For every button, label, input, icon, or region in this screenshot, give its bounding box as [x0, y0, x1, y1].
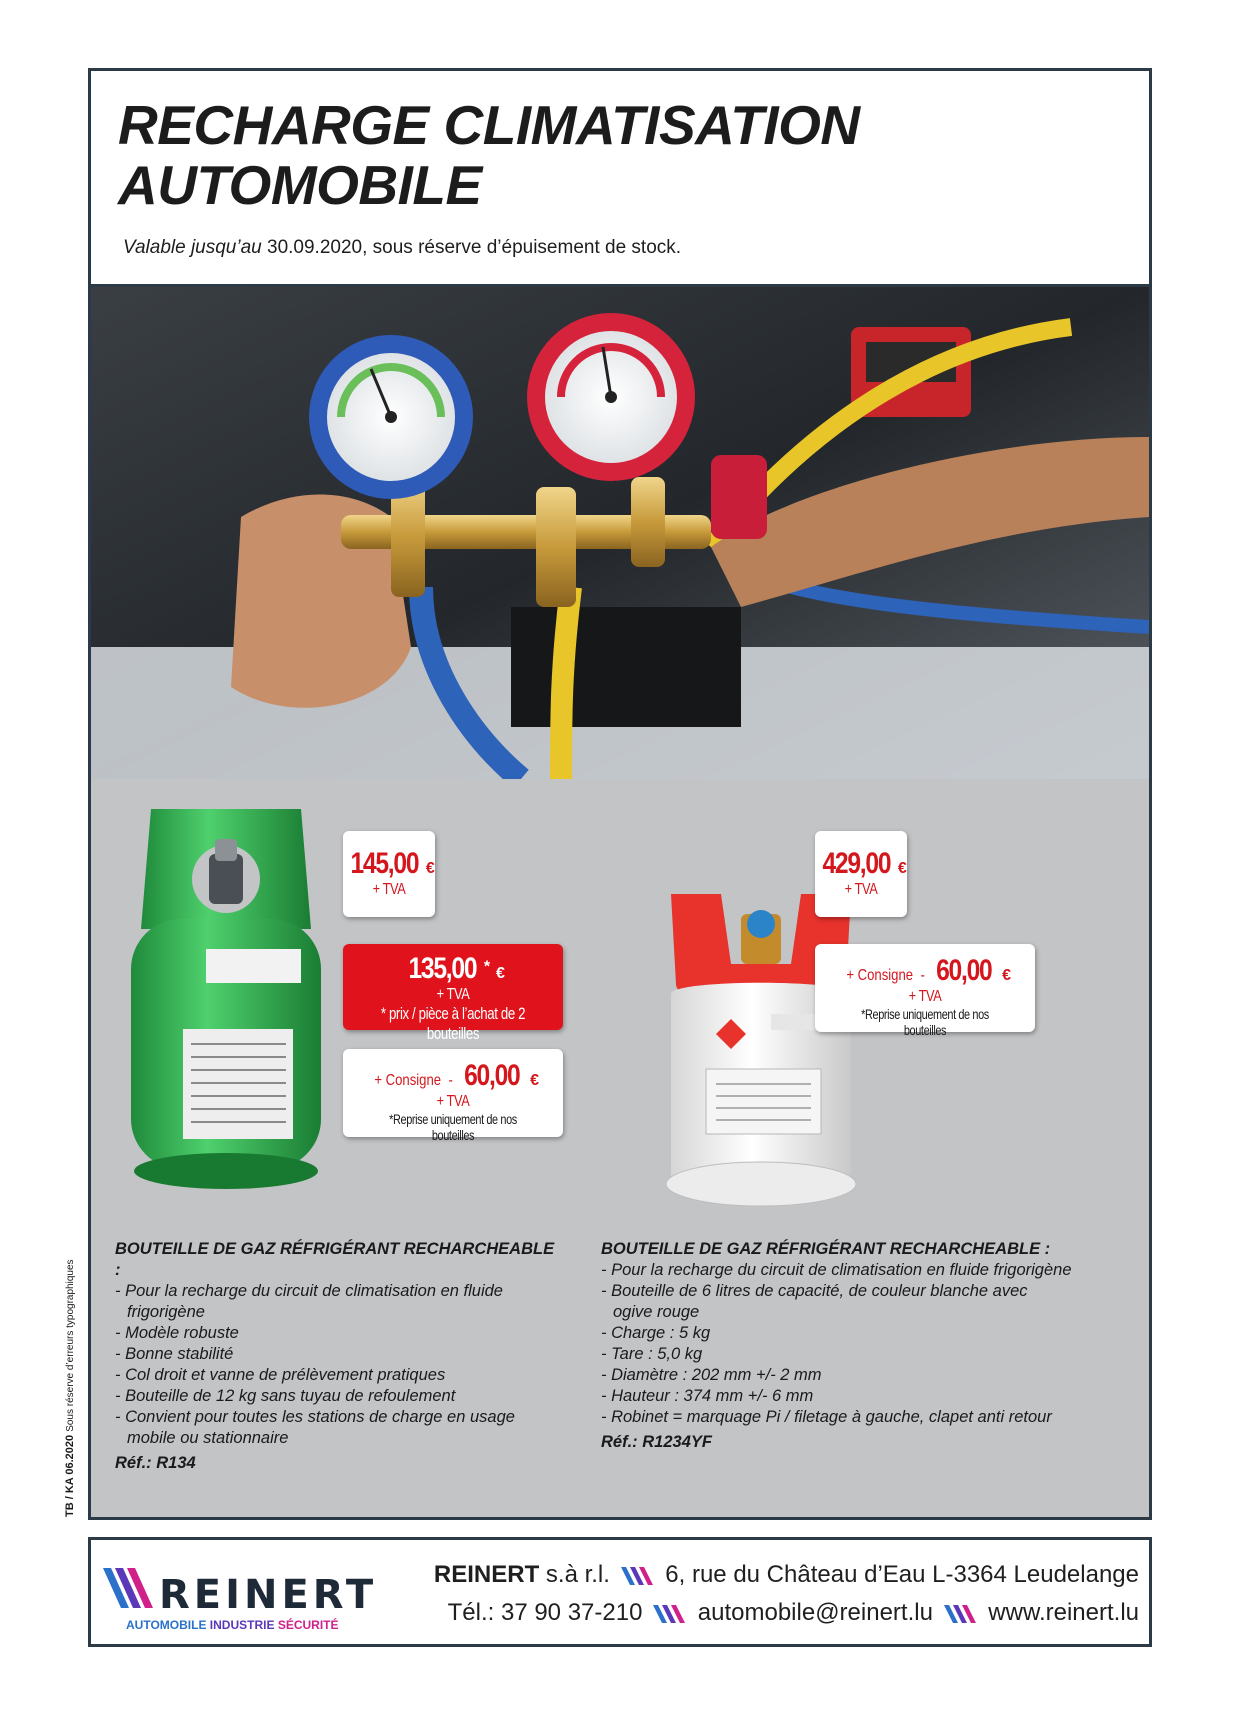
brand-tagline: AUTOMOBILE INDUSTRIE SÉCURITÉ: [126, 1618, 339, 1632]
print-code: TB / KA 06.2020 Sous réserve d’erreurs typographiques: [64, 1259, 76, 1517]
manifold-gauge-photo: [91, 287, 1149, 779]
validity-note: Valable jusqu’au 30.09.2020, sous réserve d’épuisement de stock.: [123, 237, 682, 258]
header: [91, 71, 1149, 287]
green-cylinder-image: [121, 799, 331, 1194]
feature-item: - Modèle robuste: [115, 1323, 555, 1344]
feature-item: - Charge : 5 kg: [601, 1323, 1131, 1344]
product-panel: [91, 779, 1149, 1517]
left-deposit-card: + Consigne - 60,00 € + TVA *Reprise uniquement de nos bouteilles: [343, 1049, 563, 1137]
feature-item: - Col droit et vanne de prélèvement pratiques: [115, 1365, 555, 1386]
white-cylinder-image: [651, 884, 871, 1224]
flyer-frame: [88, 68, 1152, 1520]
right-product-description: BOUTEILLE DE GAZ RÉFRIGÉRANT RECHARCHEABLE : - Pour la recharge du circuit de climatisation en fluide frigorigène - Bouteille de 6 litres de capacité, de couleur blanche avec ogive rouge - Charge : 5 kg - Tare : 5,0 kg - Diamètre : 202 mm +/- 2 mm - Hauteur : 374 mm +/- 6 mm - Robinet = marquage Pi / filetage à gauche, clapet anti retour Réf.: R1234YF: [601, 1239, 1131, 1453]
stripes-separator-icon: [653, 1605, 687, 1623]
right-deposit-card: + Consigne - 60,00 € + TVA *Reprise uniquement de nos bouteilles: [815, 944, 1035, 1032]
feature-item: - Bouteille de 6 litres de capacité, de couleur blanche avec ogive rouge: [601, 1281, 1053, 1323]
contact-block: REINERT s.à r.l. 6, rue du Château d’Eau L-3364 Leudelange Tél.: 37 90 37-210 automobile@reinert.lu www.reinert.lu: [433, 1561, 1139, 1626]
email-link[interactable]: automobile@reinert.lu: [697, 1599, 933, 1626]
phone: Tél.: 37 90 37-210: [447, 1599, 643, 1626]
stripes-separator-icon: [944, 1605, 978, 1623]
feature-item: - Pour la recharge du circuit de climatisation en fluide frigorigène: [601, 1260, 1131, 1281]
feature-item: - Bouteille de 12 kg sans tuyau de refoulement: [115, 1386, 555, 1407]
feature-item: - Hauteur : 374 mm +/- 6 mm: [601, 1386, 1131, 1407]
left-product-description: BOUTEILLE DE GAZ RÉFRIGÉRANT RECHARCHEABLE : - Pour la recharge du circuit de climatisation en fluide frigorigène - Modèle robuste - Bonne stabilité - Col droit et vanne de prélèvement pratiques - Bouteille de 12 kg sans tuyau de refoulement - Convient pour toutes les stations de charge en usage mobile ou stationnaire Réf.: R134: [115, 1239, 555, 1474]
feature-item: - Convient pour toutes les stations de charge en usage mobile ou stationnaire: [115, 1407, 555, 1449]
feature-item: - Robinet = marquage Pi / filetage à gauche, clapet anti retour: [601, 1407, 1131, 1428]
svg-text:REINERT: REINERT: [159, 1572, 378, 1618]
feature-item: - Diamètre : 202 mm +/- 2 mm: [601, 1365, 1131, 1386]
feature-item: - Pour la recharge du circuit de climatisation en fluide frigorigène: [115, 1281, 555, 1323]
page-title: RECHARGE CLIMATISATION AUTOMOBILE: [118, 94, 860, 216]
footer: [88, 1537, 1152, 1647]
right-price-card: 429,00 € + TVA: [815, 831, 907, 917]
left-price-card: 145,00 € + TVA: [343, 831, 435, 917]
website-link[interactable]: www.reinert.lu: [988, 1599, 1139, 1626]
stripes-separator-icon: [621, 1567, 655, 1585]
feature-item: - Tare : 5,0 kg: [601, 1344, 1131, 1365]
feature-item: - Bonne stabilité: [115, 1344, 555, 1365]
left-promo-price-card: 135,00 * € + TVA * prix / pièce à l’achat de 2 bouteilles: [343, 944, 563, 1030]
